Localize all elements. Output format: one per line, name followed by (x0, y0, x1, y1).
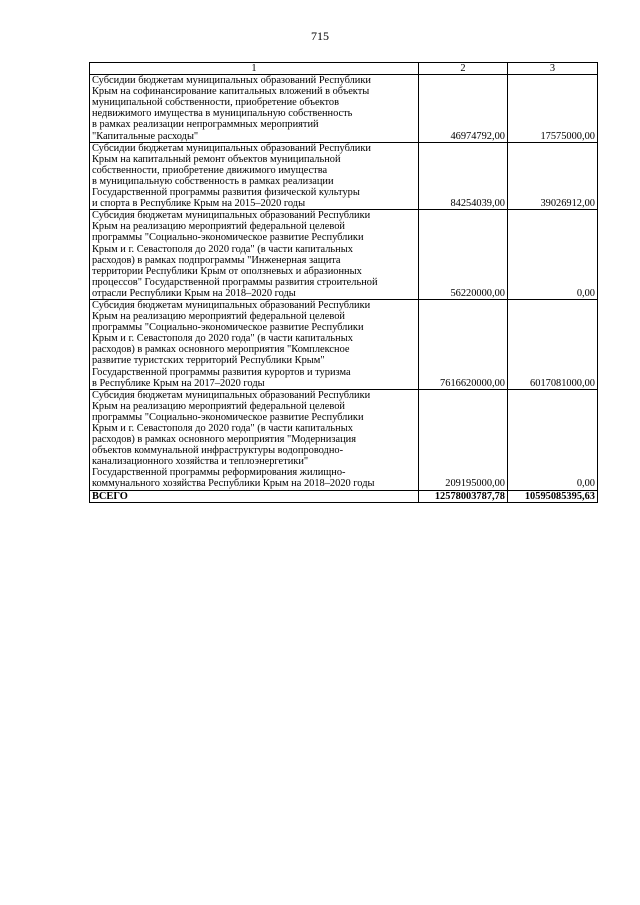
row-description: Субсидии бюджетам муниципальных образований Республики Крым на софинансирование капитальных вложений в объекты муниципальной собственности, приобретение объектов недвижимого имущества в муниципальную собственность в рамках реализации непрограммных мероприятий "Капитальные расходы" (90, 75, 419, 143)
row-amount-col2: 56220000,00 (419, 210, 508, 300)
row-amount-col3: 6017081000,00 (508, 299, 598, 389)
table-row (90, 299, 598, 389)
column-header-3: 3 (508, 63, 598, 75)
page-number: 715 (311, 29, 329, 43)
row-description: Субсидия бюджетам муниципальных образований Республики Крым на реализацию мероприятий федеральной целевой программы "Социально-экономическое развитие Республики Крым и г. Севастополя до 2020 года" (в части капитальных расходов) в рамках подпрограммы "Инженерная защита территории Республики Крым от оползневых и абразионных процессов" Государственной программы развития строительной отрасли Республики Крым на 2018–2020 годы (90, 210, 419, 300)
row-amount-col2: 84254039,00 (419, 142, 508, 210)
row-description: Субсидии бюджетам муниципальных образований Республики Крым на капитальный ремонт объектов муниципальной собственности, приобретение движимого имущества в муниципальную собственность в рамках реализации Государственной программы развития физической культуры и спорта в Республике Крым на 2015–2020 годы (90, 142, 419, 210)
total-row (90, 490, 598, 502)
total-amount-col3: 10595085395,63 (508, 490, 598, 502)
total-label: ВСЕГО (90, 490, 419, 502)
row-amount-col3: 0,00 (508, 210, 598, 300)
table-row (90, 389, 598, 490)
row-amount-col2: 7616620000,00 (419, 299, 508, 389)
row-amount-col2: 46974792,00 (419, 75, 508, 143)
table-header-row (90, 63, 598, 75)
row-amount-col3: 17575000,00 (508, 75, 598, 143)
row-description: Субсидия бюджетам муниципальных образований Республики Крым на реализацию мероприятий федеральной целевой программы "Социально-экономическое развитие Республики Крым и г. Севастополя до 2020 года" (в части капитальных расходов) в рамках основного мероприятия "Модернизация объектов коммунальной инфраструктуры водопроводно- канализационного хозяйства и теплоэнергетики" Государственной программы реформирования жилищно- коммунального хозяйства Республики Крым на 2018–2020 годы (90, 389, 419, 490)
row-amount-col2: 209195000,00 (419, 389, 508, 490)
total-amount-col2: 12578003787,78 (419, 490, 508, 502)
column-header-1: 1 (90, 63, 419, 75)
row-description: Субсидия бюджетам муниципальных образований Республики Крым на реализацию мероприятий федеральной целевой программы "Социально-экономическое развитие Республики Крым и г. Севастополя до 2020 года" (в части капитальных расходов) в рамках основного мероприятия "Комплексное развитие туристских территорий Республики Крым" Государственной программы развития курортов и туризма в Республике Крым на 2017–2020 годы (90, 299, 419, 389)
column-header-2: 2 (419, 63, 508, 75)
budget-table (89, 62, 598, 503)
row-amount-col3: 0,00 (508, 389, 598, 490)
row-amount-col3: 39026912,00 (508, 142, 598, 210)
table-row (90, 75, 598, 143)
table-row (90, 142, 598, 210)
table-row (90, 210, 598, 300)
